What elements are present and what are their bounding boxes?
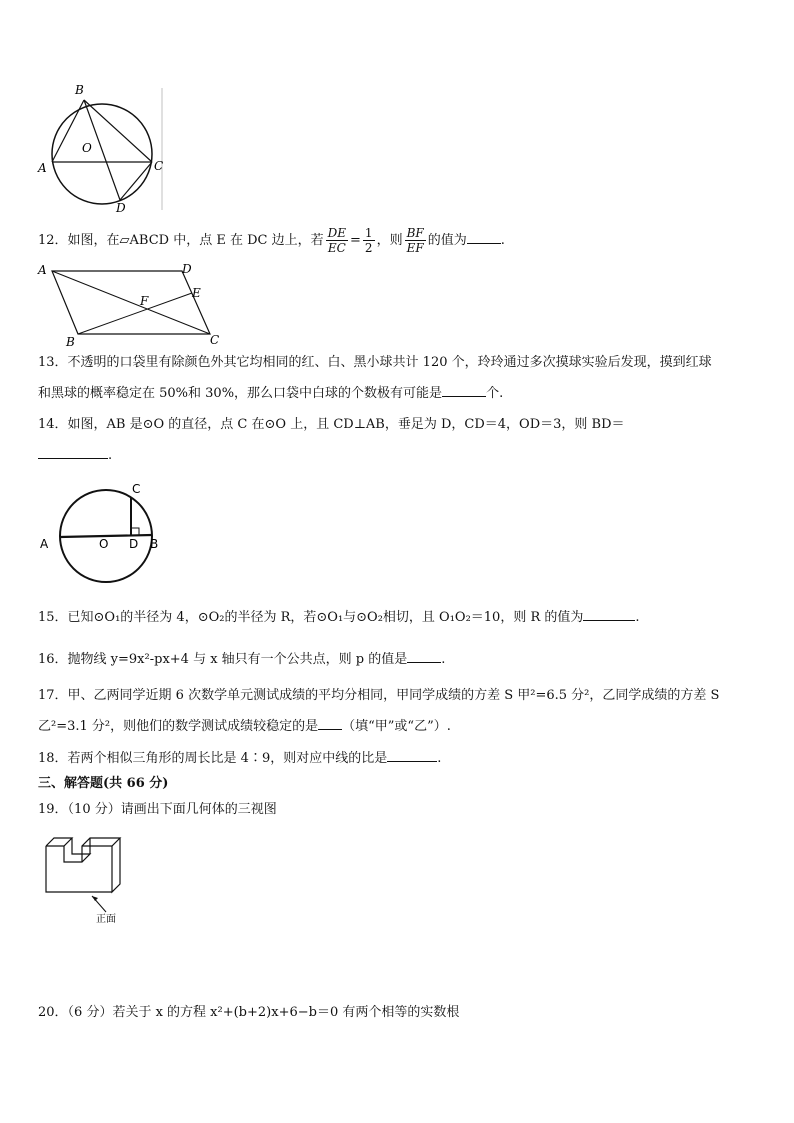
label-f: F xyxy=(140,294,149,308)
label-a: A xyxy=(40,537,49,551)
fraction-one-half xyxy=(363,226,375,255)
answer-blank xyxy=(467,231,501,244)
label-c: C xyxy=(154,159,164,173)
circle-diameter-diagram xyxy=(34,478,174,590)
label-d: D xyxy=(116,201,126,215)
label-o: O xyxy=(82,141,92,155)
q11-figure xyxy=(34,78,174,218)
q12-end: . xyxy=(500,233,505,248)
circle-triangle-diagram xyxy=(34,78,174,218)
top-right-face xyxy=(82,838,120,862)
q15-end: . xyxy=(635,610,640,625)
question-12 xyxy=(38,226,505,256)
question-17-line-2 xyxy=(38,717,451,736)
q15-text: 15．已知⊙O₁的半径为 4，⊙O₂的半径为 R，若⊙O₁与⊙O₂相切，且 O₁O₂＝10，则 R 的值为 xyxy=(38,610,584,625)
label-e: E xyxy=(192,286,201,300)
label-b: B xyxy=(150,537,159,551)
fraction-numerator: DE xyxy=(327,226,347,240)
label-d: D xyxy=(182,262,192,276)
q12-prefix: 12．如图，在▱ABCD 中，点 E 在 DC 边上，若 xyxy=(38,233,324,248)
front-label: 正面 xyxy=(96,914,116,925)
answer-blank xyxy=(38,446,108,459)
label-d: D xyxy=(129,537,139,551)
question-15 xyxy=(38,608,640,627)
q16-text: 16．抛物线 y=9x²-px+4 与 x 轴只有一个公共点，则 p 的值是 xyxy=(38,652,408,667)
q14-end: . xyxy=(108,448,113,463)
question-17-line-1: 17．甲、乙两同学近期 6 次数学单元测试成绩的平均分相同，甲同学成绩的方差 S 甲²=6.5 分²，乙同学成绩的方差 S xyxy=(38,688,720,703)
question-18 xyxy=(38,749,441,768)
fraction-de-ec xyxy=(326,226,348,255)
label-c: C xyxy=(132,482,141,496)
question-14-line-2 xyxy=(38,446,112,465)
label-a: A xyxy=(38,161,47,175)
question-13-line-1: 13．不透明的口袋里有除颜色外其它均相同的红、白、黑小球共计 120 个，玲玲通过多次摸球实验后发现，摸到红球 xyxy=(38,355,712,370)
label-o: O xyxy=(99,537,109,551)
question-19: 19．（10 分）请画出下面几何体的三视图 xyxy=(38,802,277,817)
chord-dc xyxy=(120,162,152,200)
segment-be xyxy=(78,293,192,334)
fraction-numerator: 1 xyxy=(364,226,373,240)
label-c: C xyxy=(210,333,220,347)
q18-text: 18．若两个相似三角形的周长比是 4∶9，则对应中线的比是 xyxy=(38,751,388,766)
q18-end: . xyxy=(437,751,442,766)
fraction-denominator: EF xyxy=(406,241,424,255)
q17-end: （填“甲”或“乙”）. xyxy=(342,719,451,734)
answer-blank xyxy=(407,650,441,663)
fraction-denominator: 2 xyxy=(364,241,373,255)
arrow-head-icon xyxy=(92,896,98,901)
parallelogram-diagram xyxy=(32,258,232,348)
question-20: 20．（6 分）若关于 x 的方程 x²+(b+2)x+6−b＝0 有两个相等的实数根 xyxy=(38,1005,460,1020)
answer-blank xyxy=(387,749,437,762)
q16-end: . xyxy=(441,652,446,667)
label-b: B xyxy=(75,83,84,97)
q12-figure xyxy=(32,258,232,348)
right-side-face xyxy=(112,838,120,892)
answer-blank xyxy=(318,717,342,730)
question-16 xyxy=(38,650,445,669)
q19-figure xyxy=(40,832,140,927)
top-left-face xyxy=(46,838,72,846)
front-face xyxy=(46,846,112,892)
solid-geometry-diagram xyxy=(40,832,140,927)
answer-blank xyxy=(583,608,635,621)
q17-text: 乙²=3.1 分²，则他们的数学测试成绩较稳定的是 xyxy=(38,719,319,734)
q13-text: 和黑球的概率稳定在 50%和 30%，那么口袋中白球的个数极有可能是 xyxy=(38,386,443,401)
section-title: 三、解答题(共 66 分) xyxy=(38,776,169,791)
q13-end: 个. xyxy=(486,386,504,401)
equals-sign: = xyxy=(350,233,361,248)
question-13-line-2 xyxy=(38,384,503,403)
chord-bc xyxy=(84,100,152,162)
q12-mid: ，则 xyxy=(376,233,403,248)
q12-suffix: 的值为 xyxy=(427,233,467,248)
fraction-numerator: BF xyxy=(406,226,424,240)
label-a: A xyxy=(38,263,47,277)
circle-o xyxy=(52,104,152,204)
q14-figure xyxy=(34,478,174,590)
question-14-line-1: 14．如图，AB 是⊙O 的直径，点 C 在⊙O 上，且 CD⊥AB，垂足为 D，CD＝4，OD＝3，则 BD＝ xyxy=(38,417,625,432)
label-b: B xyxy=(66,335,75,348)
fraction-denominator: EC xyxy=(327,241,346,255)
answer-blank xyxy=(442,384,486,397)
fraction-bf-ef xyxy=(405,226,426,255)
